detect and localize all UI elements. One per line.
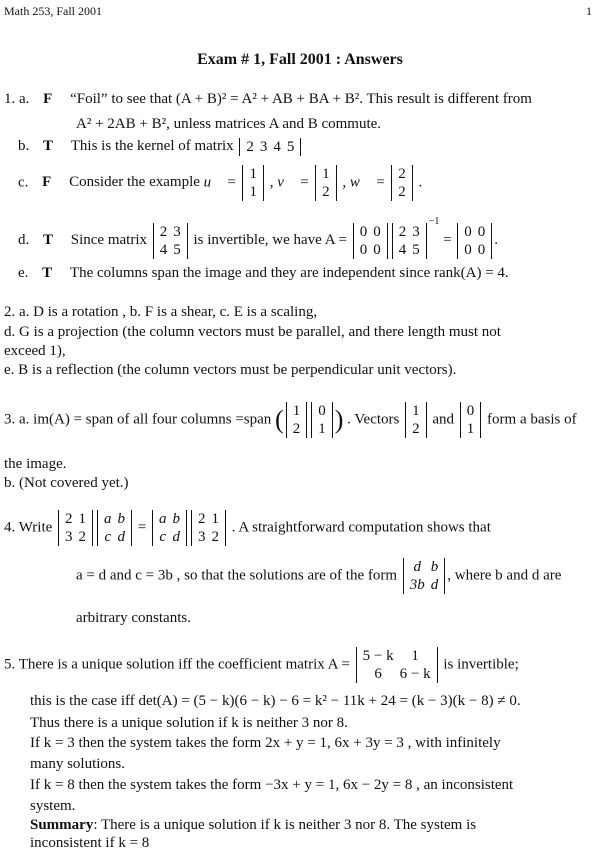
cell: b <box>172 511 180 527</box>
q2-line4: e. B is a reflection (the column vectors must be perpendicular unit vectors). <box>4 362 457 378</box>
cell: 0 <box>318 403 326 419</box>
cell: d <box>117 529 126 545</box>
q4-line3: arbitrary constants. <box>76 610 191 626</box>
cell: b <box>117 511 126 527</box>
cell: 4 <box>273 138 281 155</box>
q1c-w-vector <box>391 165 413 201</box>
q5-prefix: 5. There is a unique solution iff the coefficient matrix A = <box>4 656 350 673</box>
cell: 0 <box>464 223 472 240</box>
q4-abcd-left <box>97 510 132 546</box>
q5-line1 <box>4 647 519 683</box>
q1a-text1: “Foil” to see that (A + B)² = A² + AB + BA + B². This result is different from <box>70 91 532 107</box>
equals-sign: = <box>443 232 452 248</box>
cell: 1 <box>292 403 301 419</box>
q4-matrix1-right <box>191 510 226 546</box>
q5-line4: If k = 3 then the system takes the form 2x + y = 1, 6x + 3y = 3 , with infinitely <box>30 735 501 751</box>
paren-close: ) <box>334 405 344 435</box>
summary-text: : There is a unique solution if k is neither 3 nor 8. The system is <box>93 817 477 833</box>
q1e-answer: T <box>42 265 53 281</box>
q1d-end: . <box>494 232 499 248</box>
q5-matrix <box>356 647 438 683</box>
cell: 0 <box>359 223 368 240</box>
cell: 6 <box>374 666 382 682</box>
cell: 3 <box>412 223 420 240</box>
cell: 1 <box>211 511 219 527</box>
q1e-label: e. <box>18 265 29 281</box>
q1e-line <box>18 264 509 284</box>
cell: d <box>172 529 180 545</box>
page-title: Exam # 1, Fall 2001 : Answers <box>197 51 403 68</box>
cell: 2 <box>292 421 301 437</box>
cell: 0 <box>477 241 486 258</box>
cell: 0 <box>373 241 381 258</box>
equals-sign: = <box>137 519 147 536</box>
cell: 2 <box>65 511 73 527</box>
cell: 1 <box>466 421 475 437</box>
cell: 3 <box>259 138 268 155</box>
q1e-text: The columns span the image and they are independent since rank(A) = 4. <box>69 265 509 281</box>
q3-line2: the image. <box>4 456 67 472</box>
q1d-text: Since matrix <box>70 232 147 248</box>
q2-line1: 2. a. D is a rotation , b. F is a shear, c. E is a scaling, <box>4 304 318 320</box>
inverse-exponent: −1 <box>428 216 440 227</box>
q1a-answer: F <box>43 91 53 107</box>
q1c-end: . <box>418 174 423 191</box>
q3-and: and <box>432 411 455 428</box>
q1c-v-vector <box>315 165 337 201</box>
q5-post: is invertible; <box>443 656 519 673</box>
cell: 0 <box>373 223 381 240</box>
cell: 5 − k <box>362 648 394 664</box>
q4-post: . A straightforward computation shows that <box>231 519 491 536</box>
q1c-w: , w⃗ = <box>342 174 386 191</box>
cell: 0 <box>466 403 475 419</box>
cell: 5 <box>286 138 295 155</box>
cell: c <box>104 529 112 545</box>
q5-line5: many solutions. <box>30 756 126 772</box>
q1d-result-matrix <box>457 223 492 259</box>
cell: d <box>430 577 439 593</box>
q3-line3: b. (Not covered yet.) <box>4 475 129 491</box>
q3-vector1 <box>286 402 308 438</box>
q1c-line <box>18 165 422 201</box>
q1b-line <box>18 137 303 157</box>
summary-label: Summary <box>30 817 94 833</box>
q5-line3: Thus there is a unique solution if k is neither 3 nor 8. <box>30 715 348 731</box>
q5-line9: inconsistent if k = 8 <box>30 835 150 851</box>
q1c-text: Consider the example <box>69 174 200 191</box>
q1d-zero-matrix <box>353 223 388 259</box>
cell: 0 <box>359 241 368 258</box>
q5-line6: If k = 8 then the system takes the form −3x + y = 1, 6x − 2y = 8 , an inconsistent <box>30 777 514 793</box>
cell: 2 <box>398 166 406 182</box>
cell: 2 <box>198 511 206 527</box>
cell: a <box>104 511 112 527</box>
q5-summary <box>30 816 476 836</box>
cell: 1 <box>78 511 87 527</box>
cell: 5 <box>412 241 420 258</box>
cell: 0 <box>464 241 472 258</box>
cell: 3 <box>198 529 206 545</box>
cell: 3 <box>173 223 181 240</box>
cell: 1 <box>411 648 419 664</box>
q1a-text2: A² + 2AB + B², unless matrices A and B commute. <box>76 116 382 132</box>
page-number: 1 <box>586 4 592 18</box>
course-header: Math 253, Fall 2001 <box>4 4 102 18</box>
q1d-text2: is invertible, we have A = <box>193 232 347 248</box>
q1c-u: u⃗ = <box>203 174 237 191</box>
cell: d <box>413 559 422 575</box>
q5-line7: system. <box>30 798 76 814</box>
cell: 1 <box>318 421 326 437</box>
q3-vector1-b <box>405 402 427 438</box>
q3-vector2 <box>311 402 333 438</box>
cell: 2 <box>78 529 87 545</box>
q4-abcd-right <box>152 510 187 546</box>
q1c-label: c. <box>18 174 29 191</box>
q1b-answer: T <box>43 138 54 154</box>
q4-line2 <box>76 558 561 594</box>
cell: 3b <box>409 577 425 593</box>
q1d-answer: T <box>43 232 54 248</box>
q3-line1 <box>4 402 577 438</box>
q4-line2-text: a = d and c = 3b , so that the solutions are of the form <box>76 567 398 584</box>
q3-post: form a basis of <box>487 411 577 428</box>
q1d-matrix2 <box>392 223 427 259</box>
cell: 1 <box>249 184 257 200</box>
cell: 2 <box>322 184 330 200</box>
q1d-label: d. <box>18 232 30 248</box>
cell: 3 <box>65 529 73 545</box>
q1b-text: This is the kernel of matrix <box>70 138 234 154</box>
cell: 2 <box>412 421 420 437</box>
cell: 5 <box>173 241 181 258</box>
q4-line2-post: , where b and d are <box>447 567 562 584</box>
cell: 2 <box>398 223 407 240</box>
q4-line1 <box>4 510 491 546</box>
q2-line3: exceed 1), <box>4 343 66 359</box>
cell: 1 <box>412 403 420 419</box>
paren-open: ( <box>275 405 284 435</box>
cell: 0 <box>477 223 486 240</box>
q2-line2: d. G is a projection (the column vectors must be parallel, and there length must not <box>4 324 501 340</box>
cell: c <box>159 529 167 545</box>
q1d-matrix1 <box>153 223 188 259</box>
q1c-u-vector <box>242 165 264 201</box>
cell: 2 <box>159 223 168 240</box>
q1a-line1 <box>4 90 532 110</box>
cell: a <box>159 511 167 527</box>
q5-line2: this is the case iff det(A) = (5 − k)(6 − k) − 6 = k² − 11k + 24 = (k − 3)(k − 8) ≠ 0. <box>30 693 521 709</box>
cell: 4 <box>398 241 407 258</box>
cell: 1 <box>249 166 257 182</box>
q3-vector2-b <box>460 402 482 438</box>
q1c-v: , v⃗ = <box>269 174 310 191</box>
cell: 2 <box>211 529 219 545</box>
cell: 6 − k <box>399 666 431 682</box>
q1b-label: b. <box>18 138 30 154</box>
q3-mid: . Vectors <box>347 411 400 428</box>
q3-prefix: 3. a. im(A) = span of all four columns =span <box>4 411 272 428</box>
cell: 2 <box>246 138 254 155</box>
cell: 1 <box>322 166 330 182</box>
q1b-matrix <box>239 138 301 156</box>
q4-solution-matrix <box>403 558 446 594</box>
q4-write: 4. Write <box>4 519 53 536</box>
q1d-line <box>18 215 498 259</box>
cell: 4 <box>159 241 168 258</box>
cell: b <box>430 559 439 575</box>
cell: 2 <box>398 184 406 200</box>
q1a-label: 1. a. <box>4 91 30 107</box>
q1c-answer: F <box>42 174 52 191</box>
q4-matrix1 <box>58 510 93 546</box>
